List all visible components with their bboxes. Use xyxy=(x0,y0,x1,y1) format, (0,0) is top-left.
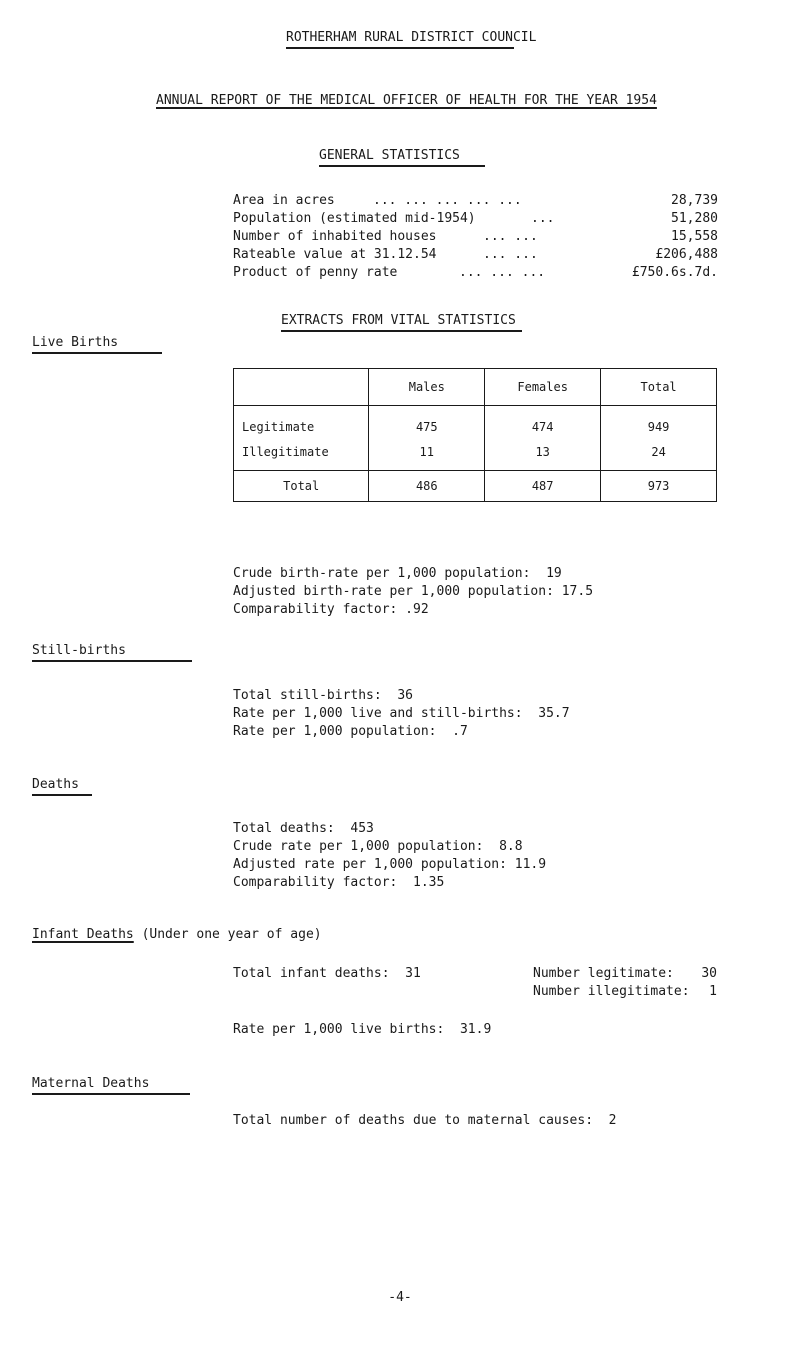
row-label: Illegitimate xyxy=(234,434,369,471)
crude-death-rate: Crude rate per 1,000 population: 8.8 xyxy=(233,839,523,854)
total-still-births: Total still-births: 36 xyxy=(233,688,414,703)
general-statistics-heading: GENERAL STATISTICS xyxy=(319,148,485,167)
number-legitimate-value: 30 xyxy=(701,966,717,981)
gs-leader-dots: ... xyxy=(531,211,555,226)
gs-leader-dots: ... ... xyxy=(483,247,538,262)
gs-value: £206,488 xyxy=(655,247,718,262)
gs-row-area xyxy=(233,193,718,211)
maternal-deaths-total: Total number of deaths due to maternal causes: 2 xyxy=(233,1113,617,1128)
total-deaths: Total deaths: 453 xyxy=(233,821,374,836)
gs-row-rateable-value xyxy=(233,247,718,265)
table-cell: 487 xyxy=(485,471,601,502)
gs-leader-dots: ... ... xyxy=(483,229,538,244)
page-number: -4- xyxy=(388,1290,412,1305)
gs-value: £750.6s.7d. xyxy=(631,265,718,280)
table-cell: 973 xyxy=(601,471,717,502)
maternal-deaths-heading: Maternal Deaths xyxy=(32,1076,190,1095)
column-header-total: Total xyxy=(601,369,717,406)
death-comparability-factor: Comparability factor: 1.35 xyxy=(233,875,445,890)
gs-value: 51,280 xyxy=(671,211,718,226)
table-cell: 11 xyxy=(369,434,485,471)
infant-death-rate: Rate per 1,000 live births: 31.9 xyxy=(233,1022,492,1037)
table-cell: 13 xyxy=(485,434,601,471)
vital-statistics-heading: EXTRACTS FROM VITAL STATISTICS xyxy=(281,313,522,332)
table-cell: 24 xyxy=(601,434,717,471)
crude-birth-rate: Crude birth-rate per 1,000 population: 19 xyxy=(233,566,562,581)
gs-label: Rateable value at 31.12.54 xyxy=(233,247,437,262)
deaths-heading: Deaths xyxy=(32,777,92,796)
number-illegitimate-label: Number illegitimate: xyxy=(533,984,690,999)
gs-value: 15,558 xyxy=(671,229,718,244)
gs-leader-dots: ... ... ... xyxy=(459,265,546,280)
table-cell: 486 xyxy=(369,471,485,502)
council-title: ROTHERHAM RURAL DISTRICT COUNCIL xyxy=(286,30,514,49)
table-cell: 949 xyxy=(601,406,717,435)
birth-comparability-factor: Comparability factor: .92 xyxy=(233,602,429,617)
still-birth-rate-population: Rate per 1,000 population: .7 xyxy=(233,724,468,739)
gs-label: Population (estimated mid-1954) xyxy=(233,211,476,226)
table-cell: 475 xyxy=(369,406,485,435)
table-cell: 474 xyxy=(485,406,601,435)
infant-deaths-subheading: (Under one year of age) xyxy=(141,927,322,942)
table-corner-cell xyxy=(234,369,369,406)
gs-value: 28,739 xyxy=(671,193,718,208)
live-births-heading: Live Births xyxy=(32,335,162,354)
table-row-legitimate xyxy=(234,406,717,435)
gs-row-houses xyxy=(233,229,718,247)
number-legitimate-label: Number legitimate: xyxy=(533,966,674,981)
gs-label: Product of penny rate xyxy=(233,265,398,280)
total-infant-deaths: Total infant deaths: 31 xyxy=(233,966,421,981)
table-row-illegitimate xyxy=(234,434,717,471)
still-birth-rate-live: Rate per 1,000 live and still-births: 35.7 xyxy=(233,706,570,721)
column-header-females: Females xyxy=(485,369,601,406)
gs-label: Area in acres xyxy=(233,193,335,208)
infant-deaths-heading-group xyxy=(32,927,322,942)
column-header-males: Males xyxy=(369,369,485,406)
live-births-table xyxy=(233,368,717,502)
table-row-total xyxy=(234,471,717,502)
number-illegitimate-value: 1 xyxy=(709,984,717,999)
row-label: Legitimate xyxy=(234,406,369,435)
gs-leader-dots: ... ... ... ... ... xyxy=(373,193,522,208)
gs-label: Number of inhabited houses xyxy=(233,229,437,244)
infant-deaths-heading: Infant Deaths xyxy=(32,927,134,942)
row-label: Total xyxy=(234,471,369,502)
adjusted-birth-rate: Adjusted birth-rate per 1,000 population: 17.5 xyxy=(233,584,594,599)
gs-row-population xyxy=(233,211,718,229)
report-title: ANNUAL REPORT OF THE MEDICAL OFFICER OF HEALTH FOR THE YEAR 1954 xyxy=(156,93,657,108)
still-births-heading: Still-births xyxy=(32,643,192,662)
adjusted-death-rate: Adjusted rate per 1,000 population: 11.9 xyxy=(233,857,547,872)
gs-row-penny-rate xyxy=(233,265,718,283)
